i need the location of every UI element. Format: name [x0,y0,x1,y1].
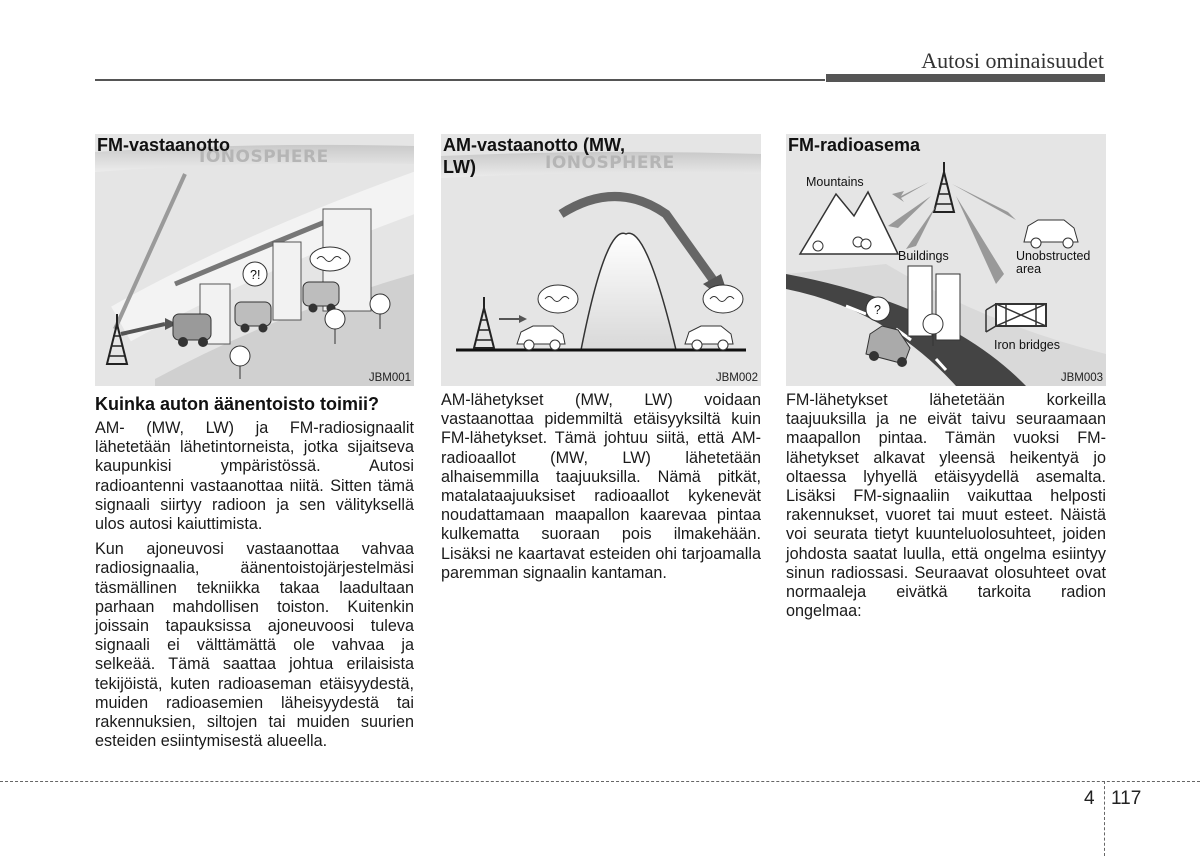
column-am-reception [441,134,761,589]
mountain [581,233,676,350]
page-number: 117 [1111,788,1142,809]
figure-fm-station [786,134,1106,386]
figure-title: FM-vastaanotto [97,135,231,155]
section-heading: Kuinka auton äänentoisto toimii? [95,394,380,414]
figure-code: JBM003 [1060,372,1103,384]
transmitter-tower-icon [474,297,494,348]
building [273,242,301,320]
header-rule-accent [826,74,1105,82]
figure-title: AM-vastaanotto (MW, LW) [443,135,625,177]
label-iron-bridges: Iron bridges [994,338,1061,352]
footer-divider [0,781,1200,782]
paragraph: AM- (MW, LW) ja FM-radiosignaalit lähetetään lähetintorneista, jotka sijaitseva kaupunkisi ympäristössä. Autosi radioantenni vastaanottaa niitä. Sitten tämä signaali siirtyy radioon ja sen välityksellä ulos autosi kaiuttimista. [95,419,414,534]
car-icon [235,302,271,333]
figure-code: JBM001 [368,372,411,384]
paragraph: Kun ajoneuvosi vastaanottaa vahvaa radiosignaalia, äänentoistojärjestelmäsi täsmällinen tekniikka takaa laadultaan parhaan mahdollisen toiston. Kuitenkin joissain tapauksissa ajoneuvoosi tuleva signaali ei välttämättä ole vahvaa ja selkeää. Tämä saattaa johtua erilaisista tekijöistä, kuten radioaseman etäisyydestä, muiden radioasemien läheisyydestä tai rakennuksien, siltojen tai muiden suurien esteiden esiintymisestä alueella. [95,540,414,751]
paragraph: FM-lähetykset lähetetään korkeilla taajuuksilla ja ne eivät taivu seuraamaan maapallon pintaa. Tämän vuoksi FM-lähetykset alkavat yleensä heikentyä jo oltaessa lyhyellä etäisyydellä asemalta. Lisäksi FM-signaaliin vaikuttaa helposti rakennukset, vuoret tai muut esteet. Näistä voi seurata tietyt kuunteluolosuhteet, joiden johdosta saatat luulla, että ongelma esiintyy sinun radiossasi. Seuraavat olosuhteet ovat normaaleja eivätkä tarkoita radion ongelmaa: [786,391,1106,621]
sound-wave-bubble-icon [703,285,743,313]
signal-arrows [888,182,1016,284]
paragraph: AM-lähetykset (MW, LW) voidaan vastaanottaa pidemmiltä etäisyyksiltä kuin FM-lähetykset. Tämä johtuu siitä, että AM-radioaallot (MW, LW) lähetetään alhaisemmilla taajuuksilla. Nämä pitkät, matalataajuuksiset radioaallot kykenevät noudattamaan maapallon kaarevaa pintaa kulkematta suoraan pois ilmakehään. Lisäksi ne kaartavat esteiden ohi tarjoamalla paremman signaalin kantaman. [441,391,761,582]
figure-title: FM-radioasema [788,135,921,155]
label-buildings: Buildings [898,249,949,263]
footer-vertical-divider [1104,781,1105,856]
running-header-title: Autosi ominaisuudet [921,48,1104,73]
figure-fm-reception [95,134,414,386]
car-icon [173,314,211,347]
transmitter-tower-icon [934,162,954,212]
car-icon [685,326,733,350]
chapter-number: 4 [1084,788,1095,809]
figure-code: JBM002 [715,372,758,384]
ionosphere-label: IONOSPHERE [545,153,675,173]
column-fm-station [786,134,1106,627]
header-rule [95,79,825,81]
car-icon [517,326,565,350]
svg-text:?!: ?! [250,268,261,282]
column-fm-reception [95,134,414,757]
label-mountains: Mountains [806,175,864,189]
sound-wave-bubble-icon [538,285,578,313]
label-unobstructed: Unobstructed [1016,249,1091,263]
sound-wave-bubble-icon [310,247,350,271]
svg-text:?: ? [874,303,881,317]
fm-station-illustration [786,134,1106,386]
fm-reception-illustration [95,134,414,386]
label-area: area [1016,262,1042,276]
ionosphere-label: IONOSPHERE [199,147,329,167]
car-icon [1024,220,1078,248]
figure-am-reception [441,134,761,386]
